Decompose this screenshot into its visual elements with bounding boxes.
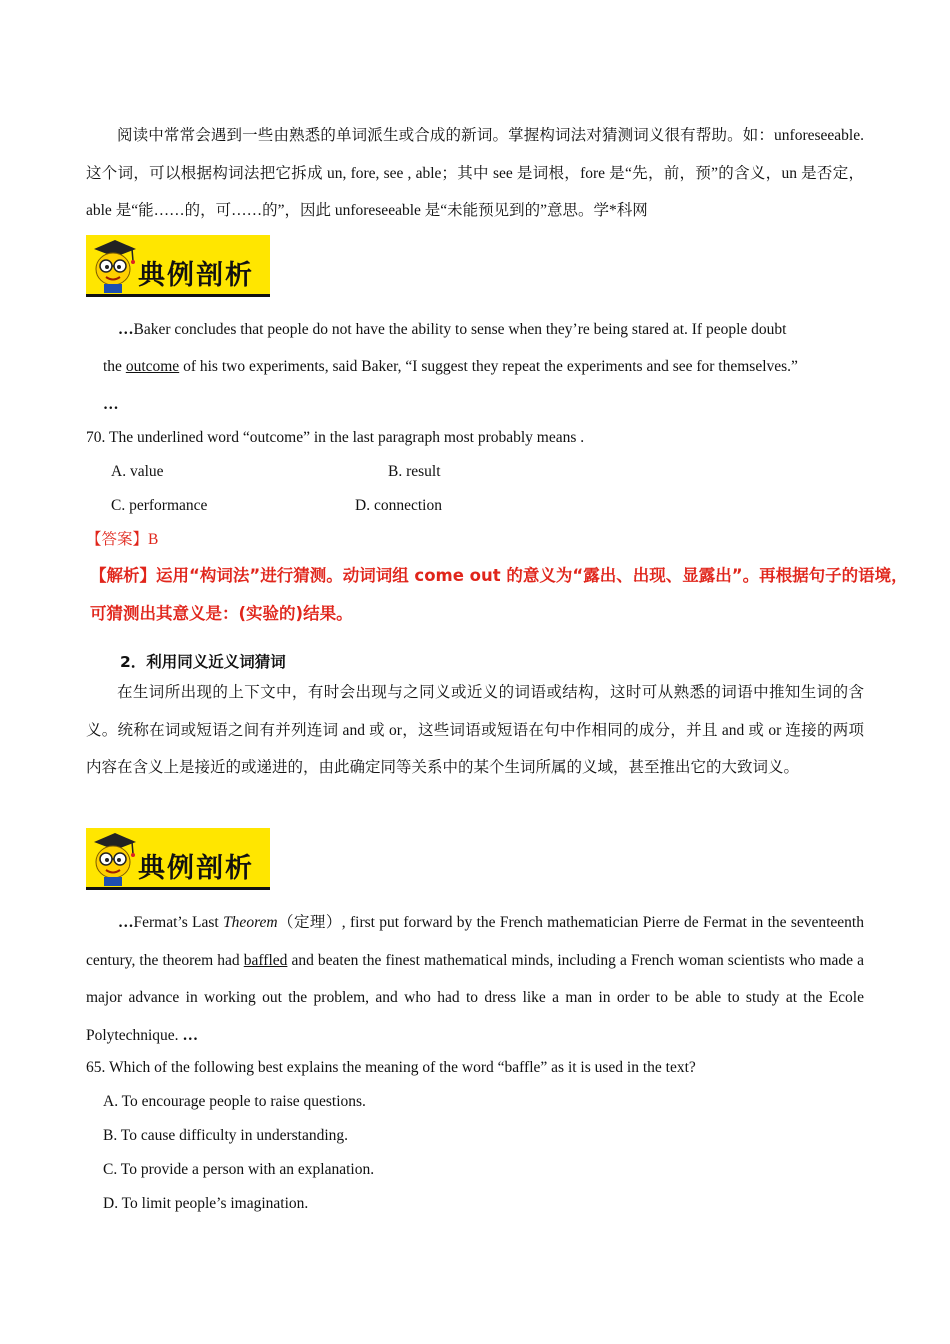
intro-text: 阅读中常常会遇到一些由熟悉的单词派生或合成的新词。掌握构词法对猜测词义很有帮助。如：unforeseeable.这个词，可以根据构词法把它拆成 un, fore, see , able；其中 see 是词根，fore 是“先，前，预”的含义，un 是否定，able 是“能……的，可……的”，因此 unforeseeable 是“未能预见到的”意思。学*科网 (86, 127, 864, 219)
q65-option-a: A. To encourage people to raise questions. (103, 1093, 366, 1110)
banner-title: 典例剖析 (138, 853, 254, 884)
q65-option-b: B. To cause difficulty in understanding. (103, 1127, 349, 1144)
example-banner (86, 235, 270, 297)
underlined-word-baffled: baffled (243, 951, 288, 969)
underlined-word-outcome: outcome (125, 358, 180, 375)
example1-text-c: of his two experiments, said Baker, “I suggest they repeat the experiments and see for themselves.” (179, 358, 798, 375)
q70-option-b: B. result (388, 463, 441, 480)
ellipsis-start: … (118, 914, 134, 931)
question-70-stem: 70. The underlined word “outcome” in the last paragraph most probably means . (86, 429, 585, 446)
example2-text-c: and beaten the finest mathematical minds, including a French woman scientists who made a major advance in working out the problem, and who had to dress like a man in order to be able to study at the Ecole Polytechnique. (86, 951, 864, 1044)
intro-paragraph (86, 117, 864, 230)
example2-text-b: （定理）, first put forward by the French mathematician Pierre de Fermat in the seventeenth century, the theorem had (86, 914, 864, 969)
example1-text-b: the (103, 358, 126, 375)
example2-passage (86, 904, 864, 1054)
question-65-stem: 65. Which of the following best explains the meaning of the word “baffle” as it is used in the text? (86, 1059, 696, 1076)
q70-option-c: C. performance (111, 497, 208, 514)
italic-word-theorem: Theorem (223, 914, 278, 931)
example1-text-a: Baker concludes that people do not have the ability to sense when they’re being stared at. If people doubt (133, 321, 787, 338)
answer-label: 【答案】B (86, 531, 159, 548)
q65-option-d: D. To limit people’s imagination. (103, 1195, 309, 1212)
section-2-paragraph (86, 674, 864, 787)
banner-title: 典例剖析 (138, 260, 254, 291)
example1-line2 (103, 357, 798, 377)
analysis-line-1: 【解析】运用“构词法”进行猜测。动词词组 come out 的意义为“露出、出现、显露出”。再根据句子的语境， (90, 566, 908, 585)
q65-option-c: C. To provide a person with an explanation. (103, 1161, 375, 1178)
section-2-heading: 2．利用同义近义词猜词 (120, 653, 286, 671)
example1-passage (86, 311, 864, 349)
analysis-line-2: 可猜测出其意义是：(实验的)结果。 (90, 604, 353, 623)
section-2-text: 在生词所出现的上下文中，有时会出现与之同义或近义的词语或结构，这时可从熟悉的词语中推知生词的含义。统称在词或短语之间有并列连词 and 或 or，这些词语或短语在句中作相同的成分，并且 and 或 or 连接的两项内容在含义上是接近的或递进的，由此确定同等关系中的某个生词所属的义域，甚至推出它的大致词义。 (86, 684, 864, 776)
scholar-mascot-icon (88, 237, 138, 293)
example2-text-a: Fermat’s Last (133, 914, 224, 931)
q70-option-d: D. connection (355, 497, 442, 514)
q70-option-a: A. value (111, 463, 164, 480)
ellipsis-start: … (118, 321, 134, 338)
ellipsis-end: … (182, 1026, 198, 1044)
scholar-mascot-icon (88, 830, 138, 886)
example-banner-2 (86, 828, 270, 890)
ellipsis-end: … (103, 396, 119, 413)
